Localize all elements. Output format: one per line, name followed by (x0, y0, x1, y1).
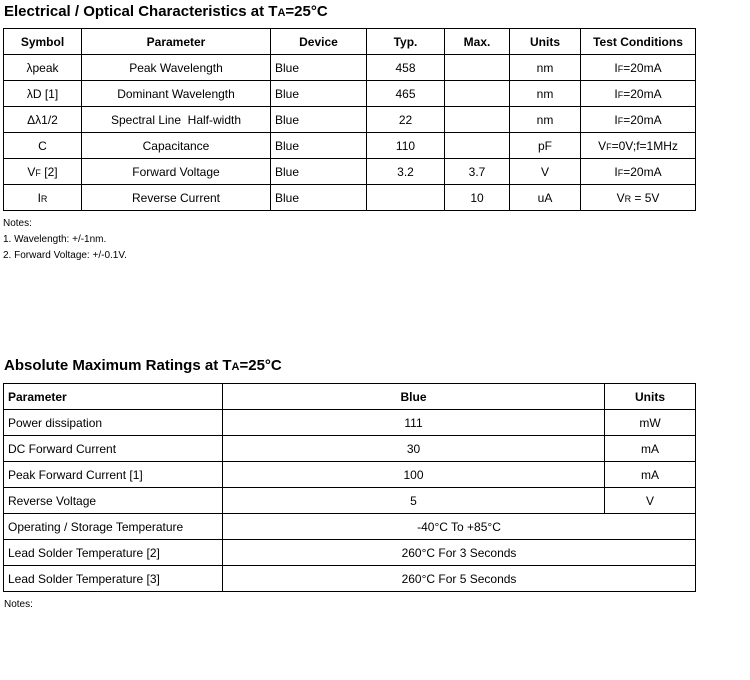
typ-cell: 458 (367, 55, 445, 81)
units-cell: mA (605, 436, 696, 462)
test-conditions-cell: VR = 5V (581, 185, 696, 211)
parameter-cell: DC Forward Current (4, 436, 223, 462)
symbol-cell: Δλ1/2 (4, 107, 82, 133)
device-cell: Blue (271, 185, 367, 211)
truncated-notes-heading: Notes: (4, 599, 33, 610)
table-row (4, 107, 696, 133)
table-row (4, 185, 696, 211)
parameter-cell: Capacitance (82, 133, 271, 159)
table-row (4, 488, 696, 514)
col-header-test-conditions: Test Conditions (581, 29, 696, 55)
symbol-cell: C (4, 133, 82, 159)
symbol-cell: λpeak (4, 55, 82, 81)
table-header-row (4, 29, 696, 55)
units-cell: uA (510, 185, 581, 211)
blue-value-cell: 100 (223, 462, 605, 488)
table-row (4, 133, 696, 159)
parameter-cell: Spectral Line Half-width (82, 107, 271, 133)
parameter-cell: Peak Forward Current [1] (4, 462, 223, 488)
device-cell: Blue (271, 133, 367, 159)
table-row (4, 55, 696, 81)
notes-heading: Notes: (3, 218, 32, 229)
table-row (4, 159, 696, 185)
electrical-optical-title: Electrical / Optical Characteristics at TA=25°C (4, 3, 328, 20)
units-cell: V (510, 159, 581, 185)
typ-cell: 22 (367, 107, 445, 133)
electrical-optical-table (3, 28, 696, 211)
absolute-max-ratings-table (3, 383, 696, 592)
col-header-symbol: Symbol (4, 29, 82, 55)
table-header-row (4, 384, 696, 410)
symbol-cell: VF [2] (4, 159, 82, 185)
table-row (4, 514, 696, 540)
units-cell: nm (510, 81, 581, 107)
note-item: 1. Wavelength: +/-1nm. (3, 234, 107, 245)
parameter-cell: Reverse Current (82, 185, 271, 211)
col-header-units: Units (510, 29, 581, 55)
parameter-cell: Dominant Wavelength (82, 81, 271, 107)
device-cell: Blue (271, 107, 367, 133)
device-cell: Blue (271, 159, 367, 185)
table-row (4, 410, 696, 436)
parameter-cell: Power dissipation (4, 410, 223, 436)
units-cell: mW (605, 410, 696, 436)
parameter-cell: Operating / Storage Temperature (4, 514, 223, 540)
merged-value-cell: -40°C To +85°C (223, 514, 696, 540)
col-header-units: Units (605, 384, 696, 410)
col-header-typ: Typ. (367, 29, 445, 55)
table-row (4, 81, 696, 107)
max-cell: 10 (445, 185, 510, 211)
units-cell: nm (510, 55, 581, 81)
merged-value-cell: 260°C For 5 Seconds (223, 566, 696, 592)
typ-cell (367, 185, 445, 211)
max-cell (445, 133, 510, 159)
test-conditions-cell: IF=20mA (581, 159, 696, 185)
table-row (4, 566, 696, 592)
units-cell: nm (510, 107, 581, 133)
table-row (4, 436, 696, 462)
units-cell: mA (605, 462, 696, 488)
table-row (4, 540, 696, 566)
blue-value-cell: 30 (223, 436, 605, 462)
test-conditions-cell: IF=20mA (581, 55, 696, 81)
test-conditions-cell: IF=20mA (581, 81, 696, 107)
merged-value-cell: 260°C For 3 Seconds (223, 540, 696, 566)
max-cell (445, 107, 510, 133)
test-conditions-cell: IF=20mA (581, 107, 696, 133)
blue-value-cell: 5 (223, 488, 605, 514)
col-header-max: Max. (445, 29, 510, 55)
device-cell: Blue (271, 55, 367, 81)
absolute-max-ratings-title: Absolute Maximum Ratings at TA=25°C (4, 357, 282, 374)
max-cell: 3.7 (445, 159, 510, 185)
max-cell (445, 55, 510, 81)
max-cell (445, 81, 510, 107)
parameter-cell: Reverse Voltage (4, 488, 223, 514)
col-header-blue: Blue (223, 384, 605, 410)
note-item: 2. Forward Voltage: +/-0.1V. (3, 250, 127, 261)
typ-cell: 3.2 (367, 159, 445, 185)
units-cell: pF (510, 133, 581, 159)
blue-value-cell: 111 (223, 410, 605, 436)
test-conditions-cell: VF=0V;f=1MHz (581, 133, 696, 159)
parameter-cell: Lead Solder Temperature [3] (4, 566, 223, 592)
parameter-cell: Lead Solder Temperature [2] (4, 540, 223, 566)
parameter-cell: Forward Voltage (82, 159, 271, 185)
units-cell: V (605, 488, 696, 514)
col-header-device: Device (271, 29, 367, 55)
col-header-parameter: Parameter (82, 29, 271, 55)
symbol-cell: λD [1] (4, 81, 82, 107)
device-cell: Blue (271, 81, 367, 107)
col-header-parameter: Parameter (4, 384, 223, 410)
notes-block (3, 216, 127, 264)
typ-cell: 110 (367, 133, 445, 159)
table-row (4, 462, 696, 488)
parameter-cell: Peak Wavelength (82, 55, 271, 81)
typ-cell: 465 (367, 81, 445, 107)
symbol-cell: IR (4, 185, 82, 211)
